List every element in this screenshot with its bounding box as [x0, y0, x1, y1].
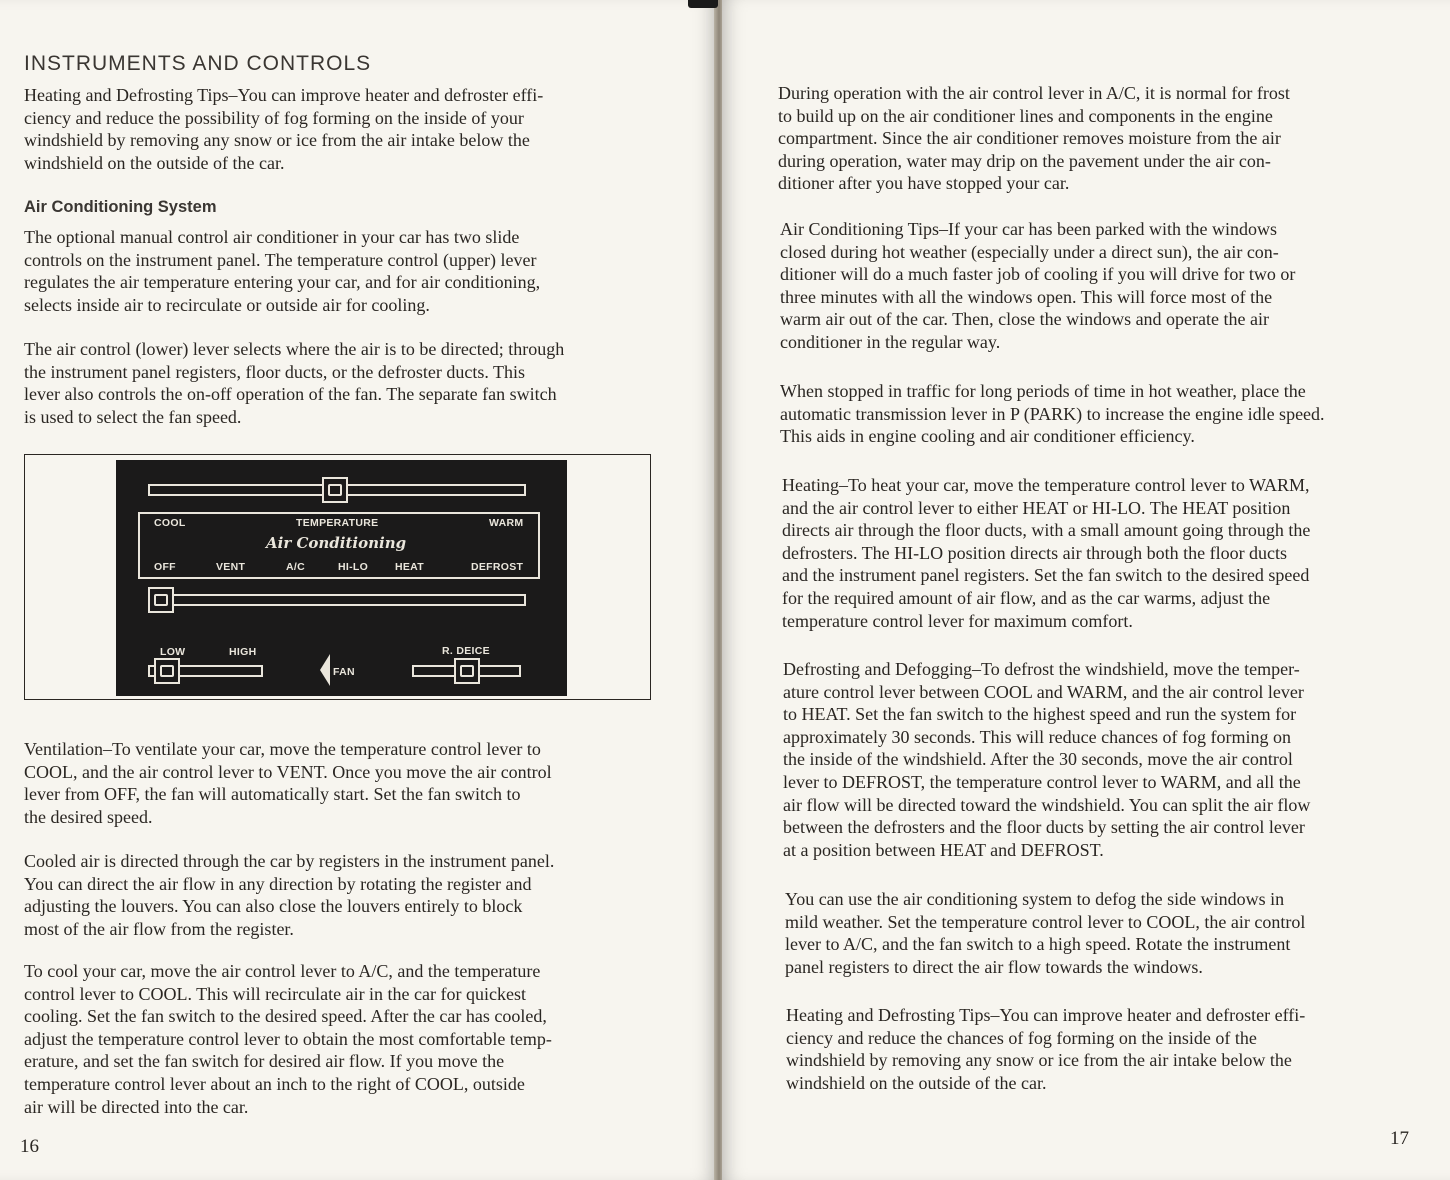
- text-line: adjust the temperature control lever to obtain the most comfortable temp-: [24, 1028, 552, 1049]
- text-line: three minutes with all the windows open. This will force most of the: [780, 286, 1273, 307]
- text-line: and the air control lever to either HEAT or HI-LO. The HEAT position: [782, 497, 1291, 518]
- label-r-deice: R. DEICE: [442, 645, 490, 657]
- text-line: to build up on the air conditioner lines and components in the engine: [778, 105, 1273, 126]
- label-high: HIGH: [229, 646, 257, 658]
- label-heat: HEAT: [395, 561, 425, 573]
- label-off: OFF: [154, 561, 176, 573]
- text-line: lever from OFF, the fan will automatically start. Set the fan switch to: [24, 784, 521, 805]
- text-line: during operation, water may drip on the pavement under the air con-: [778, 150, 1271, 171]
- text-line: controls on the instrument panel. The temperature control (upper) lever: [24, 249, 537, 270]
- text-line: ditioner after you have stopped your car.: [778, 173, 1070, 194]
- text-line: erature, and set the fan switch for desired air flow. If you move the: [24, 1051, 505, 1072]
- label-temperature: TEMPERATURE: [296, 517, 379, 529]
- text-line: lever to A/C, and the fan switch to a high speed. Rotate the instrument: [785, 934, 1291, 955]
- text-line: between the defrosters and the floor ducts by setting the air control lever: [783, 817, 1305, 838]
- text-line: for the required amount of air flow, and as the car warms, adjust the: [782, 587, 1271, 608]
- control-panel: [116, 460, 567, 696]
- text-line: approximately 30 seconds. This will reduce chances of fog forming on: [783, 726, 1292, 747]
- text-line: air will be directed into the car.: [24, 1096, 249, 1117]
- intro-paragraph: [24, 84, 664, 174]
- text-line: When stopped in traffic for long periods of time in hot weather, place the: [780, 381, 1306, 401]
- text-line: Heating–To heat your car, move the temperature control lever to WARM,: [782, 475, 1310, 495]
- air-conditioning-script-logo: Air Conditioning: [266, 534, 407, 552]
- text-line: adjusting the louvers. You can also close the louvers entirely to block: [24, 896, 523, 917]
- text-line: windshield by removing any snow or ice from the air intake below the: [786, 1050, 1292, 1071]
- text-line: lever also controls the on-off operation of the fan. The separate fan switch: [24, 384, 557, 405]
- fan-slider-knob: [154, 658, 180, 684]
- text-line: Heating and Defrosting Tips–You can improve heater and defroster effi-: [24, 85, 544, 105]
- text-line: compartment. Since the air conditioner removes moisture from the air: [778, 128, 1281, 149]
- traffic-paragraph: [780, 380, 1420, 448]
- rear-deice-slider-knob: [454, 658, 480, 684]
- label-ac: A/C: [286, 561, 305, 573]
- text-line: warm air out of the car. Then, close the windows and operate the air: [780, 309, 1269, 330]
- text-line: windshield by removing any snow or ice from the air intake below the: [24, 130, 530, 151]
- left-page: [0, 0, 716, 1180]
- text-line: panel registers to direct the air flow towards the windows.: [785, 956, 1203, 977]
- text-line: Air Conditioning Tips–If your car has been parked with the windows: [780, 219, 1277, 239]
- text-line: control lever to COOL. This will recirculate air in the car for quickest: [24, 983, 526, 1004]
- text-line: cooling. Set the fan switch to the desired speed. After the car has cooled,: [24, 1006, 547, 1027]
- ventilation-paragraph: [24, 738, 664, 828]
- text-line: Defrosting and Defogging–To defrost the windshield, move the temper-: [783, 659, 1300, 679]
- text-line: windshield on the outside of the car.: [786, 1072, 1047, 1093]
- text-line: at a position between HEAT and DEFROST.: [783, 839, 1104, 860]
- text-line: Ventilation–To ventilate your car, move the temperature control lever to: [24, 739, 541, 759]
- label-defrost: DEFROST: [471, 561, 524, 573]
- text-line: conditioner in the regular way.: [780, 331, 1001, 352]
- heating-tips-paragraph: [786, 1004, 1426, 1094]
- text-line: ciency and reduce the chances of fog forming on the inside of the: [786, 1027, 1257, 1048]
- label-vent: VENT: [216, 561, 246, 573]
- text-line: This aids in engine cooling and air conditioner efficiency.: [780, 426, 1195, 447]
- ac-paragraph-2: [24, 338, 664, 428]
- text-line: temperature control lever about an inch to the right of COOL, outside: [24, 1073, 525, 1094]
- temperature-slider-knob: [322, 477, 348, 503]
- defrosting-paragraph: [783, 658, 1423, 861]
- text-line: air flow will be directed toward the windshield. You can split the air flow: [783, 794, 1311, 815]
- text-line: ature control lever between COOL and WARM, and the air control lever: [783, 681, 1304, 702]
- text-line: is used to select the fan speed.: [24, 406, 242, 427]
- text-line: closed during hot weather (especially under a direct sun), the air con-: [780, 241, 1279, 262]
- heating-paragraph: [782, 474, 1422, 632]
- label-hi-lo: HI-LO: [338, 561, 369, 573]
- cool-car-paragraph: [24, 960, 664, 1118]
- text-line: most of the air flow from the register.: [24, 918, 294, 939]
- ac-tips-paragraph: [780, 218, 1420, 354]
- text-line: To cool your car, move the air control lever to A/C, and the temperature: [24, 961, 541, 981]
- text-line: directs air through the floor ducts, with a small amount going through the: [782, 520, 1311, 541]
- ac-control-diagram: [24, 454, 651, 700]
- text-line: You can direct the air flow in any direction by rotating the register and: [24, 873, 532, 894]
- label-cool: COOL: [154, 517, 186, 529]
- text-line: and the instrument panel registers. Set the fan switch to the desired speed: [782, 565, 1310, 586]
- defog-paragraph: [785, 888, 1425, 978]
- text-line: regulates the air temperature entering your car, and for air conditioning,: [24, 272, 541, 293]
- text-line: You can use the air conditioning system to defog the side windows in: [785, 889, 1285, 909]
- text-line: selects inside air to recirculate or outside air for cooling.: [24, 294, 430, 315]
- air-control-slider-track: [148, 594, 526, 606]
- text-line: ditioner will do a much faster job of cooling if you will drive for two or: [780, 264, 1296, 285]
- text-line: windshield on the outside of the car.: [24, 152, 285, 173]
- text-line: automatic transmission lever in P (PARK) to increase the engine idle speed.: [780, 403, 1325, 424]
- fan-arrow-icon: [320, 654, 330, 686]
- text-line: mild weather. Set the temperature control lever to COOL, the air control: [785, 911, 1306, 932]
- text-line: lever to DEFROST, the temperature control lever to WARM, and all the: [783, 771, 1301, 792]
- ac-paragraph-1: [24, 226, 664, 316]
- text-line: Heating and Defrosting Tips–You can improve heater and defroster effi-: [786, 1005, 1306, 1025]
- binding-mark: [688, 0, 718, 8]
- text-line: Cooled air is directed through the car by registers in the instrument panel.: [24, 851, 555, 871]
- text-line: the desired speed.: [24, 806, 153, 827]
- text-line: temperature control lever for maximum comfort.: [782, 610, 1133, 631]
- label-fan: FAN: [333, 666, 355, 678]
- text-line: defrosters. The HI-LO position directs air through both the floor ducts: [782, 542, 1288, 563]
- text-line: COOL, and the air control lever to VENT. Once you move the air control: [24, 761, 552, 782]
- text-line: The air control (lower) lever selects where the air is to be directed; through: [24, 339, 565, 359]
- frost-paragraph: [778, 82, 1418, 195]
- text-line: The optional manual control air conditioner in your car has two slide: [24, 227, 520, 247]
- text-line: the instrument panel registers, floor ducts, or the defroster ducts. This: [24, 361, 526, 382]
- cooled-air-paragraph: [24, 850, 664, 940]
- label-warm: WARM: [489, 517, 524, 529]
- page-number-left: 16: [20, 1136, 39, 1157]
- air-control-slider-knob: [148, 587, 174, 613]
- text-line: During operation with the air control lever in A/C, it is normal for frost: [778, 83, 1290, 103]
- text-line: to HEAT. Set the fan switch to the highest speed and run the system for: [783, 704, 1297, 725]
- text-line: ciency and reduce the possibility of fog forming on the inside of your: [24, 107, 524, 128]
- text-line: the inside of the windshield. After the 30 seconds, move the air control: [783, 749, 1293, 770]
- section-heading: INSTRUMENTS AND CONTROLS: [24, 52, 372, 75]
- right-page: [722, 0, 1450, 1180]
- page-number-right: 17: [1390, 1128, 1409, 1149]
- label-low: LOW: [160, 646, 186, 658]
- subheading: Air Conditioning System: [24, 198, 217, 216]
